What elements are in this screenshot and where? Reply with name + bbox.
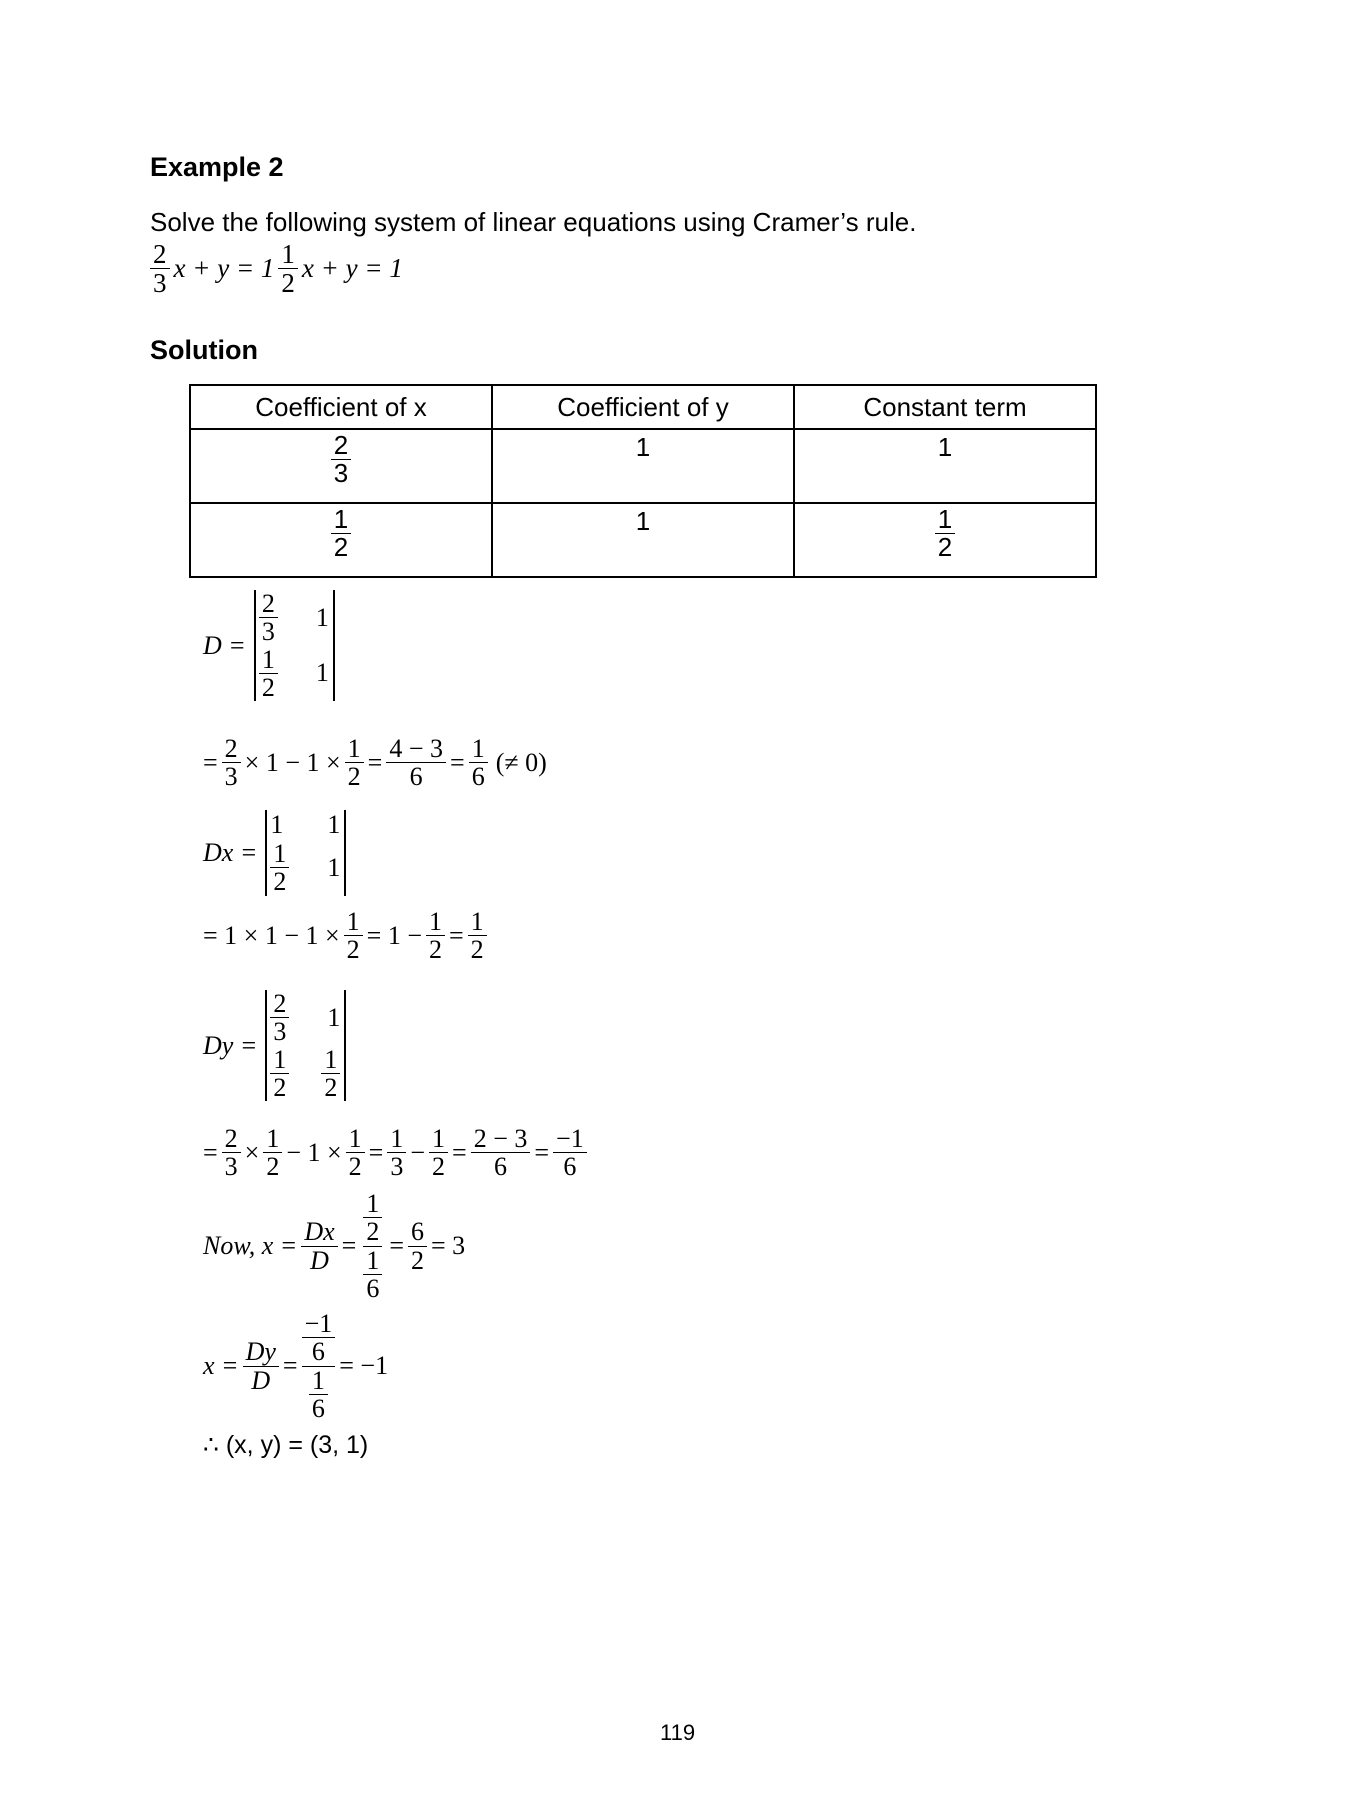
dx-label: Dx = (203, 837, 258, 867)
equation-system (150, 240, 403, 298)
dy-label: Dy = (203, 1030, 258, 1060)
dy-calculation: = $\frac{2}{3}$ × $\frac{1}{2}$ − 1 × $\frac{1}{2}$ = $\frac{1}{3}$ − $\frac{1}{2}$ = $\frac{2 - 3}{6}$ = $\frac{-1}{6}$ (203, 1125, 591, 1181)
solution-heading: Solution (150, 335, 258, 365)
d-determinant (203, 590, 335, 701)
example-heading: Example 2 (150, 152, 284, 182)
coefficient-table (189, 384, 1097, 578)
eq1-rest: x + y = 1 (173, 253, 275, 284)
dx-determinant (203, 810, 346, 896)
instruction-text: Solve the following system of linear equations using Cramer’s rule. (150, 207, 917, 237)
dx-matrix: 1 1 $\frac{1}{2}$ 1 (265, 810, 346, 896)
table-row (190, 429, 1096, 503)
conclusion: ∴ (x, y) = (3, 1) (203, 1431, 369, 1459)
header-constant: Constant term (794, 385, 1096, 429)
dx-calculation: = 1 × 1 − 1 × $\frac{1}{2}$ = 1 − $\frac{1}{2}$ = $\frac{1}{2}$ (203, 908, 491, 964)
d-matrix: $\frac{2}{3}$ 1 $\frac{1}{2}$ 1 (254, 590, 335, 701)
y-compound-fraction: $\frac{\frac{-1}{6}}{\frac{1}{6}}$ (302, 1310, 336, 1422)
y-solution: x = $\frac{Dy}{D}$ = $\frac{\frac{-1}{6}}{\frac{1}{6}}$ = −1 (203, 1309, 389, 1423)
header-coef-y: Coefficient of y (492, 385, 794, 429)
page-number: 119 (660, 1720, 696, 1745)
cell-r1-y: 1 (492, 429, 794, 503)
table-row (190, 503, 1096, 577)
x-compound-fraction: $\frac{\frac{1}{2}}{\frac{1}{6}}$ (360, 1190, 385, 1302)
cell-r2-x: $\frac{1}{2}$ (190, 503, 492, 577)
eq2-fraction: $\frac{1}{2}$ (278, 240, 298, 298)
cell-r2-y: 1 (492, 503, 794, 577)
dy-matrix: $\frac{2}{3}$ 1 $\frac{1}{2}$ $\frac{1}{2}$ (265, 990, 346, 1101)
table-header-row (190, 385, 1096, 429)
dy-determinant (203, 990, 346, 1101)
x-solution: Now, x = $\frac{Dx}{D}$ = $\frac{\frac{1}{2}}{\frac{1}{6}}$ = $\frac{6}{2}$ = 3 (203, 1189, 466, 1303)
cell-r1-c: 1 (794, 429, 1096, 503)
header-coef-x: Coefficient of x (190, 385, 492, 429)
eq1-fraction: $\frac{2}{3}$ (150, 240, 170, 298)
eq2-rest: x + y = 1 (301, 253, 403, 284)
cell-r2-c: $\frac{1}{2}$ (794, 503, 1096, 577)
d-label: D = (203, 630, 246, 660)
d-calculation: = $\frac{2}{3}$ × 1 − 1 × $\frac{1}{2}$ = $\frac{4 - 3}{6}$ = $\frac{1}{6}$ (≠ 0) (203, 734, 547, 792)
cell-r1-x: $\frac{2}{3}$ (190, 429, 492, 503)
